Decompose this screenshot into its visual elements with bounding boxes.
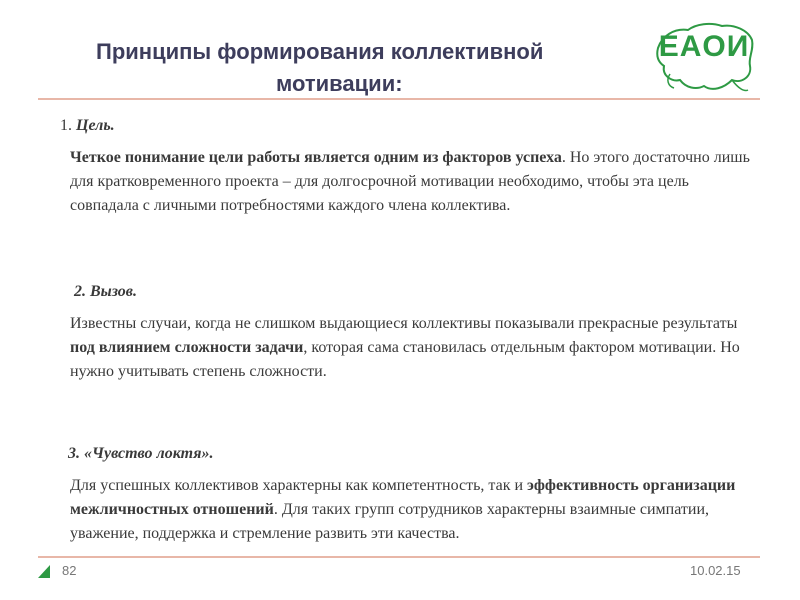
section-2-heading <box>74 280 754 304</box>
title-line-2: мотивации: <box>276 71 403 96</box>
slide-date: 10.02.15 <box>690 563 741 578</box>
section-1-body <box>70 146 750 218</box>
title-line-1: Принципы формирования коллективной <box>96 39 544 64</box>
section-2-body <box>70 312 750 384</box>
section-1-heading <box>60 114 750 138</box>
section-2-text-after: , которая сама становилась отдельным фактором мотивации. Но нужно учитывать степень сложности. <box>70 339 740 380</box>
section-2-text-before: Известны случаи, когда не слишком выдающиеся коллективы показывали прекрасные результаты <box>70 315 738 332</box>
section-3-text-after: . Для таких групп сотрудников характерны взаимные симпатии, уважение, поддержка и стремление развить эти качества. <box>70 501 710 542</box>
section-3-text-before: Для успешных коллективов характерны как компетентность, так и <box>70 477 528 494</box>
logo-text: EAOИ <box>658 30 750 63</box>
section-1-text: . Но этого достаточно лишь для кратковременного проекта – для долгосрочной мотивации необходимо, чтобы эта цель совпадала с личными потребностями каждого члена коллектива. <box>70 149 750 214</box>
eaoi-logo <box>652 18 756 96</box>
section-3-body <box>70 474 750 546</box>
section-3-bold-text: эффективность организации межличностных отношений <box>70 477 736 518</box>
slide-title <box>96 36 616 100</box>
section-1-title: Цель. <box>76 117 115 134</box>
section-1-number: 1. <box>60 117 72 134</box>
page-number: 82 <box>62 563 77 578</box>
section-2-title: 2. Вызов. <box>74 283 137 300</box>
section-1-bold-text: Четкое понимание цели работы является одним из факторов успеха <box>70 149 562 166</box>
section-2-bold-text: под влиянием сложности задачи <box>70 339 304 356</box>
title-divider <box>38 98 760 100</box>
footer-divider <box>38 556 760 558</box>
section-3-heading <box>68 442 748 466</box>
section-3-title: 3. «Чувство локтя». <box>68 445 214 462</box>
triangle-icon <box>38 565 50 578</box>
